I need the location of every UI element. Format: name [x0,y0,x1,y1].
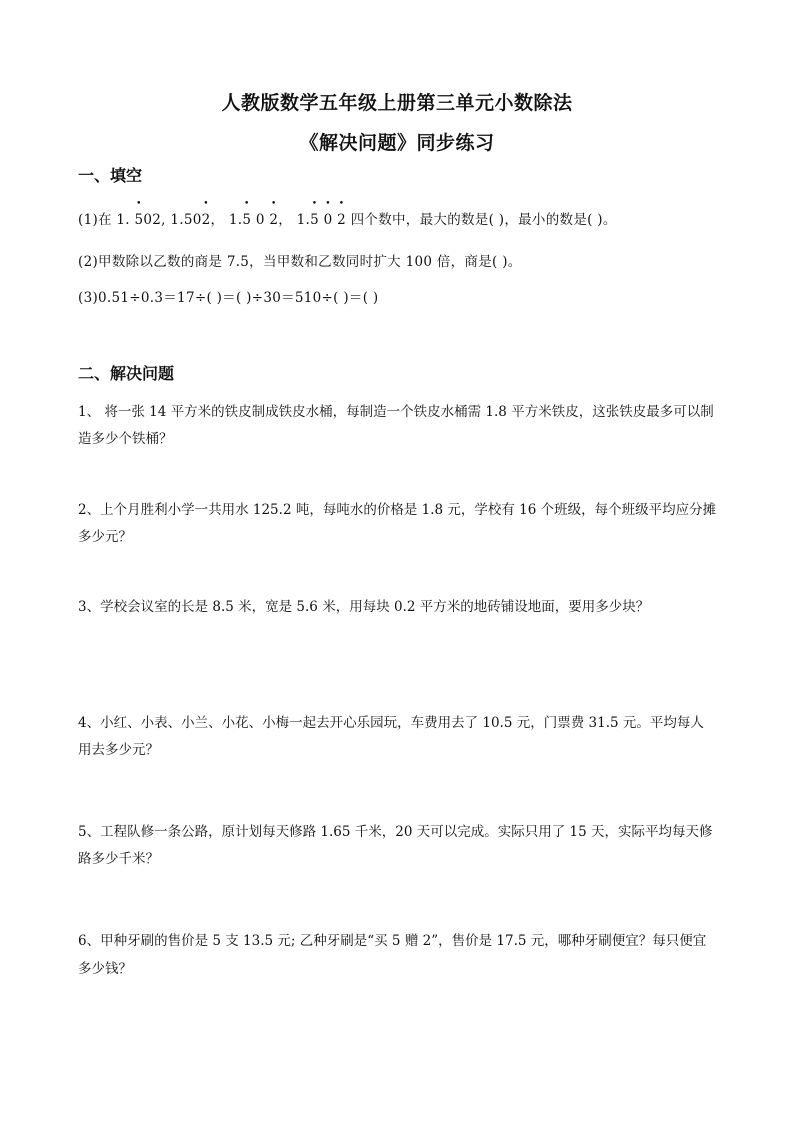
question-1-prefix: (1)在 1. [78,212,130,228]
document-title: 人教版数学五年级上册第三单元小数除法 [221,92,573,114]
number-option-1: • 502, [135,212,166,228]
repeating-digit: • 5 [135,211,144,229]
problem-3-line-1: 3、学校会议室的长是 8.5 米，宽是 5.6 米，用每块 0.2 平方米的地砖铺设地面，要用多少块？ [78,599,650,615]
number-option-3: 1.• 5 0 • 2， [229,212,292,228]
question-3: (3)0.51÷0.3＝17÷( )＝( )÷30＝510÷( )＝( ) [78,290,379,306]
problem-5-line-1: 5、工程队修一条公路，原计划每天修路 1.65 千米，20 天可以完成。实际只用了 15 天，实际平均每天修 [78,824,713,840]
repeating-digit: • 5 [242,211,251,229]
question-1-suffix: 四个数中，最大的数是( )，最小的数是( )。 [350,212,617,228]
problem-4-line-2: 用去多少元？ [78,742,159,758]
problem-5-line-2: 路多少千米？ [78,851,159,867]
problem-6-line-2: 多少钱？ [78,961,132,977]
repeating-digit: • 5 [310,211,319,229]
document-subtitle: 《解决问题》同步练习 [299,132,495,154]
problem-6-line-1: 6、甲种牙刷的售价是 5 支 13.5 元; 乙种牙刷是“买 5 赠 2”，售价是 17.5 元，哪种牙刷便宜？每只便宜 [78,933,707,949]
section-heading-fill-blank: 一、填空 [78,166,143,185]
number-option-4: 1.• 5 • 0 • 2 [297,212,346,228]
question-1 [78,211,617,229]
question-2: (2)甲数除以乙数的商是 7.5，当甲数和乙数同时扩大 100 倍，商是( )。 [78,254,522,270]
problem-2-line-1: 2、上个月胜利小学一共用水 125.2 吨，每吨水的价格是 1.8 元，学校有 16 个班级，每个班级平均应分摊 [78,502,717,518]
section-heading-problem-solving: 二、解决问题 [78,364,175,383]
repeating-digit: • 2 [337,211,346,229]
number-option-2: 1.50• 2， [170,212,224,228]
repeating-digit: • 0 [324,211,333,229]
repeating-digit: • 2 [269,211,278,229]
problem-2-line-2: 多少元？ [78,529,132,545]
problem-1-line-1: 1、 将一张 14 平方米的铁皮制成铁皮水桶，每制造一个铁皮水桶需 1.8 平方米铁皮，这张铁皮最多可以制 [78,404,714,420]
problem-1-line-2: 造多少个铁桶？ [78,431,173,447]
repeating-digit: • 2 [202,211,211,229]
problem-4-line-1: 4、小红、小表、小兰、小花、小梅一起去开心乐园玩，车费用去了 10.5 元，门票费 31.5 元。平均每人 [78,715,704,731]
